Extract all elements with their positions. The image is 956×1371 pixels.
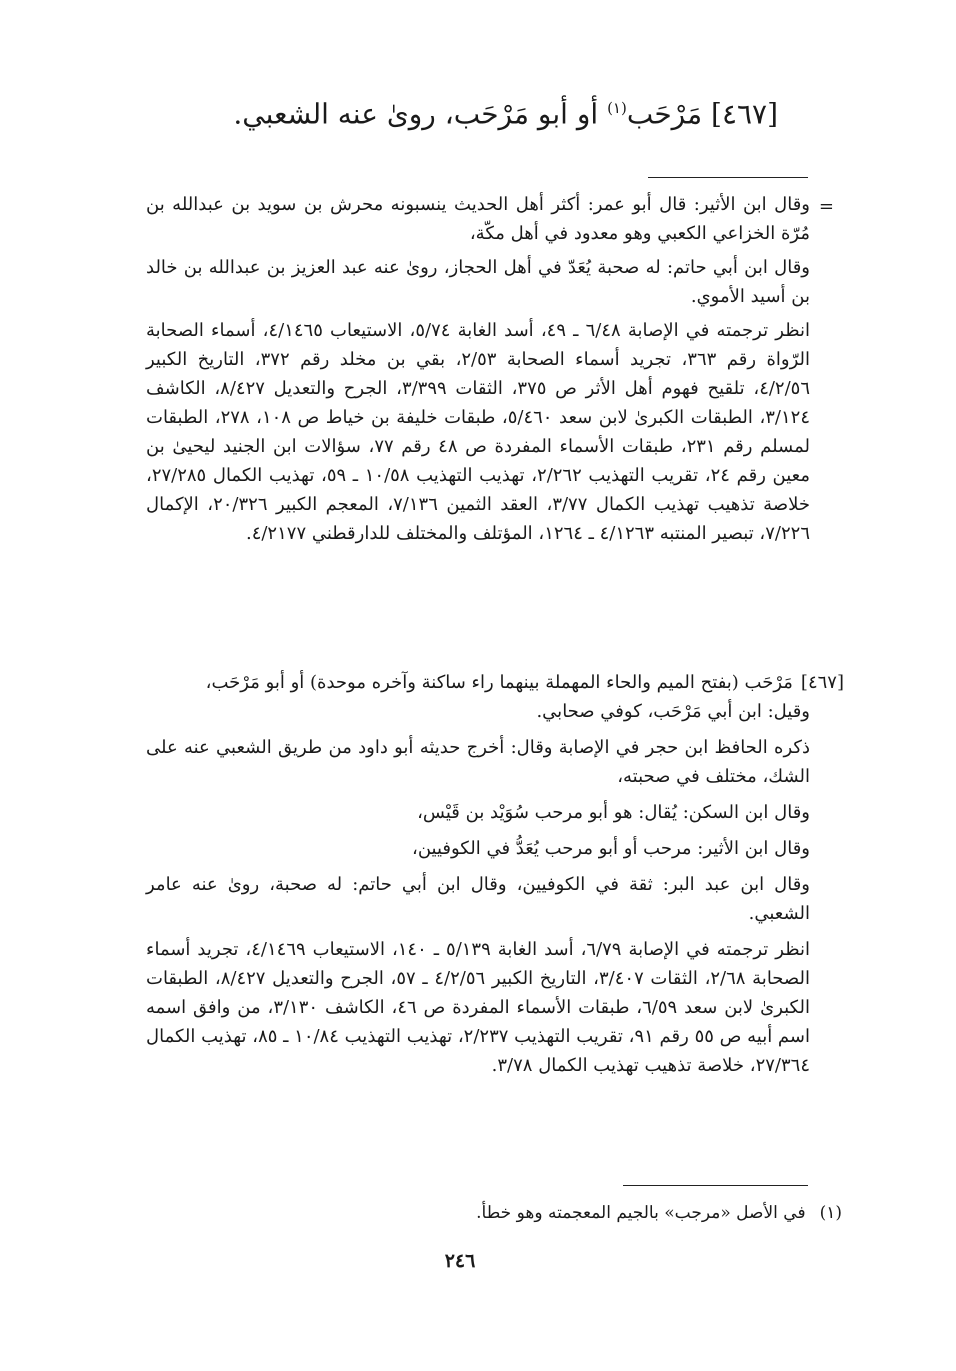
footnote-reference: (١) [607, 99, 627, 117]
footnote-divider-bottom [623, 1185, 808, 1186]
main-entry-heading [178, 86, 778, 136]
note-paragraph: وقال ابن الأثير: قال أبو عمر: أكثر أهل الحديث ينسبونه محرش بن سويد بن عبدالله بن مُرّة الخزاعي الكعبي وهو معدود في أهل مكّة، [146, 194, 810, 244]
note-paragraph: انظر ترجمته في الإصابة ٦/٧٩، أسد الغابة ٥/١٣٩ ـ ١٤٠، الاستيعاب ٤/١٤٦٩، تجريد أسماء الصحابة ٢/٦٨، الثقات ٣/٤٠٧، التاريخ الكبير ٤/٢/٥٦ ـ ٥٧، الجرح والتعديل ٨/٤٢٧، الطبقات الكبرىٰ لابن سعد ٦/٥٩، طبقات الأسماء المفردة ص ٤٦، الكاشف ٣/١٣٠، من وافق اسمه اسم أبيه ص ٥٥ رقم ٩١، تقريب التهذيب ٢/٢٣٧، تهذيب التهذيب ١٠/٨٤ ـ ٨٥، تهذيب الكمال ٢٧/٣٦٤، خلاصة تذهيب تهذيب الكمال ٣/٧٨. [146, 939, 811, 1076]
footnote-divider-top [648, 177, 808, 178]
entry-rest: أو أبو مَرْحَب، روىٰ عنه الشعبي. [233, 97, 599, 131]
note-467-first-text: مَرْحَب (بفتح الميم والحاء المهملة بينهما راء ساكنة وآخره موحدة) أو أبو مَرْحَب، [205, 672, 793, 693]
footnote [476, 1200, 842, 1226]
entry-name: مَرْحَب [626, 97, 703, 131]
footnote-mark: (١) [819, 1203, 842, 1223]
previous-entry-notes [146, 190, 810, 555]
note-paragraph: وقال ابن الأثير: مرحب أو أبو مرحب يُعَدُّ في الكوفيين، [412, 838, 810, 859]
entry-467-notes [146, 668, 844, 1087]
continuation-mark: = [818, 196, 834, 217]
note-467-number: [٤٦٧] [800, 672, 844, 693]
note-paragraph: انظر ترجمته في الإصابة ٦/٤٨ ـ ٤٩، أسد الغابة ٥/٧٤، الاستيعاب ٤/١٤٦٥، أسماء الصحابة الرّواة رقم ٣٦٣، تجريد أسماء الصحابة ٢/٥٣، بقي بن مخلد رقم ٣٧٢، التاريخ الكبير ٤/٢/٥٦، تلقيح فهوم أهل الأثر ص ٣٧٥، الثقات ٣/٣٩٩، الجرح والتعديل ٨/٤٢٧، الكاشف ٣/١٢٤، الطبقات الكبرىٰ لابن سعد ٥/٤٦٠، طبقات خليفة بن خياط ص ١٠٨، ٢٧٨، الطبقات لمسلم رقم ٢٣١، طبقات الأسماء المفردة ص ٤٨ رقم ٧٧، سؤالات ابن الجنيد ليحيىٰ بن معين رقم ٢٤، تقريب التهذيب ٢/٢٦٢، تهذيب التهذيب ١٠/٥٨ ـ ٥٩، تهذيب الكمال ٢٧/٢٨٥، خلاصة تذهيب تهذيب الكمال ٣/٧٧، العقد الثمين ٧/١٣٦، المعجم الكبير ٢٠/٣٢٦، الإكمال ٧/٢٢٦، تبصير المنتبه ٤/١٢٦٣ ـ ١٢٦٤، المؤتلف والمختلف للدارقطني ٤/٢١٧٧. [146, 320, 811, 544]
note-467-first-line [146, 668, 844, 697]
note-paragraph: وقال ابن السكن: يُقال: هو أبو مرحب سُوَيْد بن قَيْس، [417, 802, 810, 823]
entry-number: [٤٦٧] [711, 97, 778, 131]
note-paragraph: ذكره الحافظ ابن حجر في الإصابة وقال: أخرج حديثه أبو داود من طريق الشعبي عنه على الشك، مختلف في صحبته، [146, 737, 810, 787]
note-paragraph: وقال ابن أبي حاتم: له صحبة يُعَدّ في أهل الحجاز، روىٰ عنه عبد العزيز بن عبدالله بن خالد بن أسيد الأموي. [146, 257, 810, 307]
note-467-first-continuation: وقيل: ابن أبي مَرْحَب، كوفي صحابي. [536, 701, 810, 722]
footnote-text: في الأصل «مرجب» بالجيم المعجمته وهو خطأ. [476, 1203, 806, 1223]
page-number: ٢٤٦ [444, 1250, 476, 1272]
note-paragraph: وقال ابن عبد البر: ثقة في الكوفيين، وقال ابن أبي حاتم: له صحبة، روىٰ عنه عامر الشعبي. [146, 874, 810, 924]
